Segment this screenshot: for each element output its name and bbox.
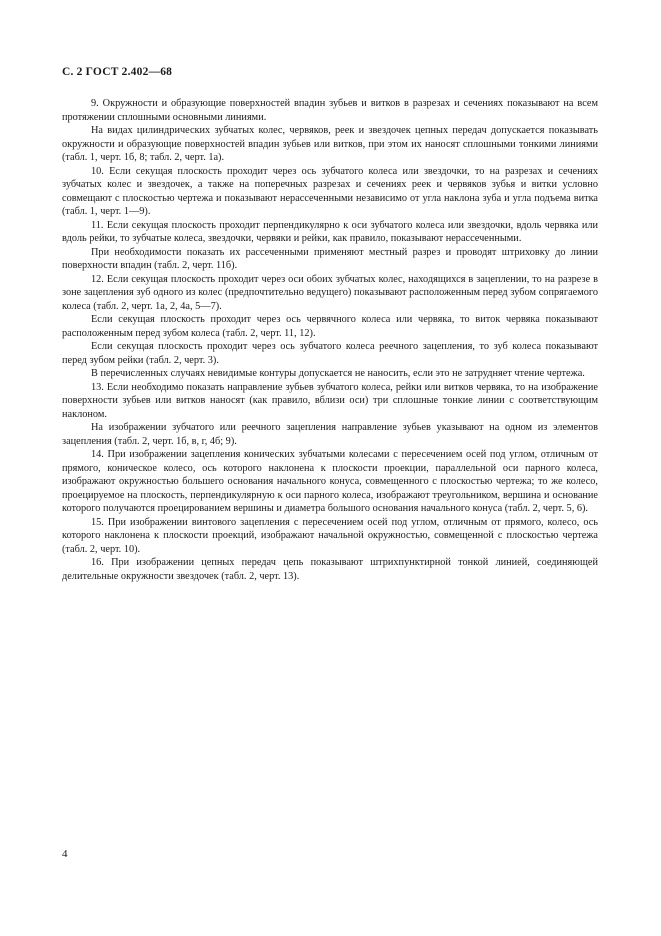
paragraph: В перечисленных случаях невидимые контуры допускается не наносить, если это не затрудняет чтение чертежа. <box>91 368 585 379</box>
paragraph: 9. Окружности и образующие поверхностей впадин зубьев и витков в разрезах и сечениях показывают на всем протяжении сплошными основными линиями. <box>62 98 598 123</box>
paragraph: 12. Если секущая плоскость проходит через оси обоих зубчатых колес, находящихся в зацеплении, то на разрезе в зоне зацепления зуб одного из колес (предпочтительно ведущего) показывают расположенным перед зубом сопрягаемого колеса (табл. 2, черт. 1а, 2, 4а, 5—7). <box>62 273 598 312</box>
paragraph: 16. При изображении цепных передач цепь показывают штрихпунктирной тонкой линией, соединяющей делительные окружности звездочек (табл. 2, черт. 13). <box>62 557 598 582</box>
paragraph: 10. Если секущая плоскость проходит через ось зубчатого колеса или звездочки, то на разрезах и сечениях зубчатых колес и звездочек, а также на поперечных разрезах и сечениях реек и червяков зубья и витки условно совмещают с плоскостью чертежа и показывают нерассеченными независимо от угла наклона зуба и угла подъема витка (табл. 1, черт. 1—9). <box>62 165 598 217</box>
document-body <box>62 97 598 583</box>
paragraph: На изображении зубчатого или реечного зацепления направление зубьев указывают на одном из элементов зацепления (табл. 2, черт. 1б, в, г, 4б; 9). <box>62 422 598 447</box>
paragraph: 11. Если секущая плоскость проходит перпендикулярно к оси зубчатого колеса или звездочки, вдоль червяка или вдоль рейки, то зубчатые колеса, звездочки, червяки и рейки, как правило, показывают нерассеченными. <box>62 219 598 244</box>
paragraph: 14. При изображении зацепления конических зубчатыми колесами с пересечением осей под углом, отличным от прямого, коническое колесо, ось которого наклонена к плоскости проекции, параллельной оси парного колеса, изображают окружностью большего основания начального конуса, совмещенного с плоскостью чертежа; то же колесо, проецируемое на плоскость, перпендикулярную к оси парного колеса, изображают треугольником, вершина и основание которого получаются проецированием вершины и диаметра большого основания начального конуса (табл. 2, черт. 5, 6). <box>62 449 598 514</box>
page-header: С. 2 ГОСТ 2.402—68 <box>62 66 173 78</box>
paragraph: При необходимости показать их рассеченными применяют местный разрез и проводят штриховку до линии поверхности впадин (табл. 2, черт. 11б). <box>62 246 598 271</box>
paragraph: 15. При изображении винтового зацепления с пересечением осей под углом, отличным от прямого, колесо, ось которого наклонена к плоскости проекций, изображают начальной окружностью, совмещенной с плоскостью чертежа (табл. 2, черт. 10). <box>62 516 598 555</box>
paragraph: 13. Если необходимо показать направление зубьев зубчатого колеса, рейки или витков червяка, то на изображение поверхности зубьев или витков наносят (как правило, вблизи оси) три сплошные тонкие линии с соответствующим наклоном. <box>62 381 598 420</box>
paragraph: Если секущая плоскость проходит через ось зубчатого колеса реечного зацепления, то зуб колеса показывают перед зубом рейки (табл. 2, черт. 3). <box>62 341 598 366</box>
paragraph: На видах цилиндрических зубчатых колес, червяков, реек и звездочек цепных передач допускается показывать окружности и образующие поверхностей впадин зубьев или витков, при этом их наносят сплошными тонкими линиями (табл. 1, черт. 1б, 8; табл. 2, черт. 1а). <box>62 125 598 163</box>
paragraph: Если секущая плоскость проходит через ось червячного колеса или червяка, то виток червяка показывают расположенным перед зубом колеса (табл. 2, черт. 11, 12). <box>62 314 598 339</box>
page-number: 4 <box>62 848 68 860</box>
